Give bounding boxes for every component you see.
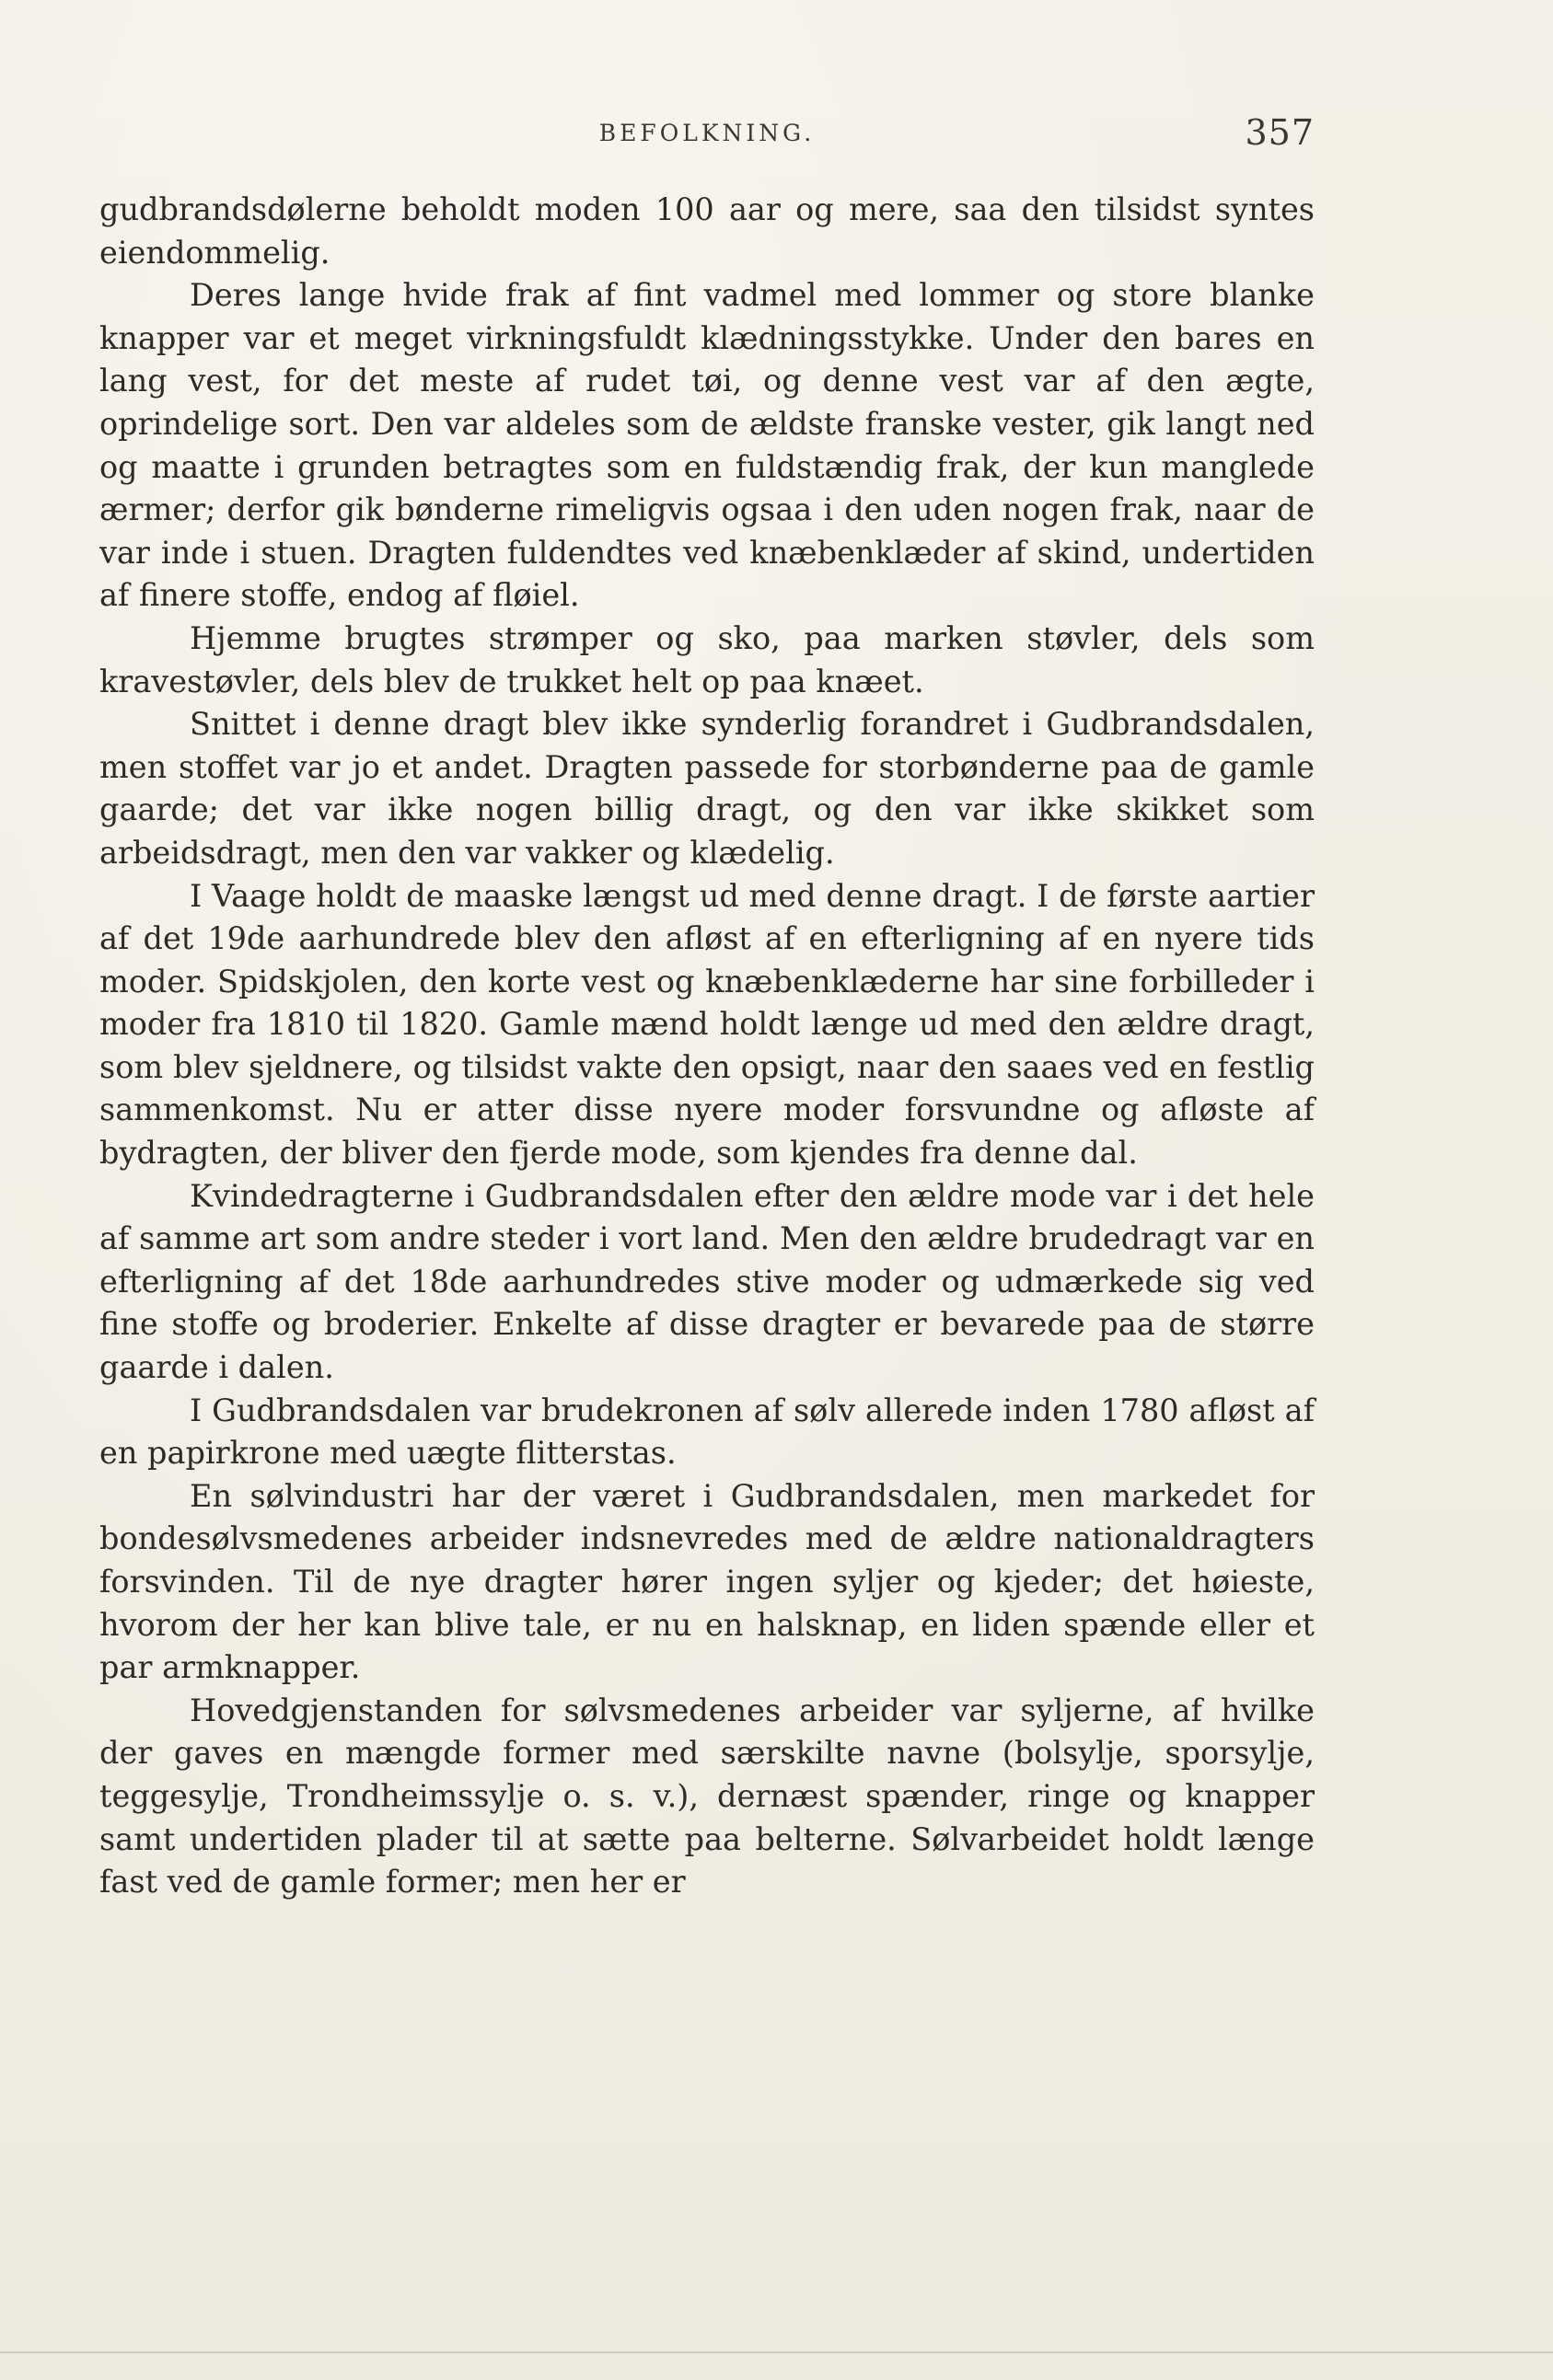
paragraph-7: I Gudbrandsdalen var brudekronen af sølv allerede inden 1780 afløst af en papirkrone med uægte flitterstas. bbox=[99, 1392, 1315, 1472]
paragraph-3: Hjemme brugtes strømper og sko, paa marken støvler, dels som kravestøvler, dels blev de trukket helt op paa knæet. bbox=[99, 619, 1315, 699]
page-header bbox=[99, 110, 1315, 166]
body-text bbox=[99, 189, 1315, 1904]
paragraph-8: En sølvindustri har der været i Gudbrandsdalen, men markedet for bondesølvsmedenes arbeider indsnevredes med de ældre nationaldragters forsvinden. Til de nye dragter hører ingen syljer og kjeder; det høieste, hvorom der her kan blive tale, er nu en halsknap, en liden spænde eller et par armknapper. bbox=[99, 1477, 1315, 1686]
page-number: 357 bbox=[1245, 112, 1315, 153]
paragraph-1: gudbrandsdølerne beholdt moden 100 aar og mere, saa den tilsidst syntes eiendommelig. bbox=[99, 191, 1315, 271]
paragraph-5: I Vaage holdt de maaske længst ud med denne dragt. I de første aartier af det 19de aarhundrede blev den afløst af en efterligning af en nyere tids moder. Spidskjolen, den korte vest og knæbenklæderne har sine forbilleder i moder fra 1810 til 1820. Gamle mænd holdt længe ud med den ældre dragt, som blev sjeldnere, og tilsidst vakte den opsigt, naar den saaes ved en festlig sammenkomst. Nu er atter disse nyere moder forsvundne og afløste af bydragten, der bliver den fjerde mode, som kjendes fra denne dal. bbox=[99, 877, 1315, 1172]
paragraph-6: Kvindedragterne i Gudbrandsdalen efter den ældre mode var i det hele af samme art som andre steder i vort land. Men den ældre brudedragt var en efterligning af det 18de aarhundredes stive moder og udmærkede sig ved fine stoffe og broderier. Enkelte af disse dragter er bevarede paa de større gaarde i dalen. bbox=[99, 1177, 1315, 1386]
paragraph-2: Deres lange hvide frak af fint vadmel med lommer og store blanke knapper var et meget virkningsfuldt klædningsstykke. Under den bares en lang vest, for det meste af rudet tøi, og denne vest var af den ægte, oprindelige sort. Den var aldeles som de ældste franske vester, gik langt ned og maatte i grunden betragtes som en fuldstændig frak, der kun manglede ærmer; derfor gik bønderne rimeligvis ogsaa i den uden nogen frak, naar de var inde i stuen. Dragten fuldendtes ved knæbenklæder af skind, undertiden af finere stoffe, endog af fløiel. bbox=[99, 277, 1315, 614]
page-edge-line bbox=[0, 2351, 1553, 2353]
running-head: BEFOLKNING. bbox=[598, 120, 816, 146]
paragraph-9: Hovedgjenstanden for sølvsmedenes arbeider var syljerne, af hvilke der gaves en mængde former med særskilte navne (bolsylje, sporsylje, teggesylje, Trondheimssylje o. s. v.), dernæst spænder, ringe og knapper samt undertiden plader til at sætte paa belterne. Sølvarbeidet holdt længe fast ved de gamle former; men her er bbox=[99, 1692, 1315, 1901]
paragraph-4: Snittet i denne dragt blev ikke synderlig forandret i Gudbrandsdalen, men stoffet var jo et andet. Dragten passede for storbønderne paa de gamle gaarde; det var ikke nogen billig dragt, og den var ikke skikket som arbeidsdragt, men den var vakker og klædelig. bbox=[99, 706, 1315, 871]
